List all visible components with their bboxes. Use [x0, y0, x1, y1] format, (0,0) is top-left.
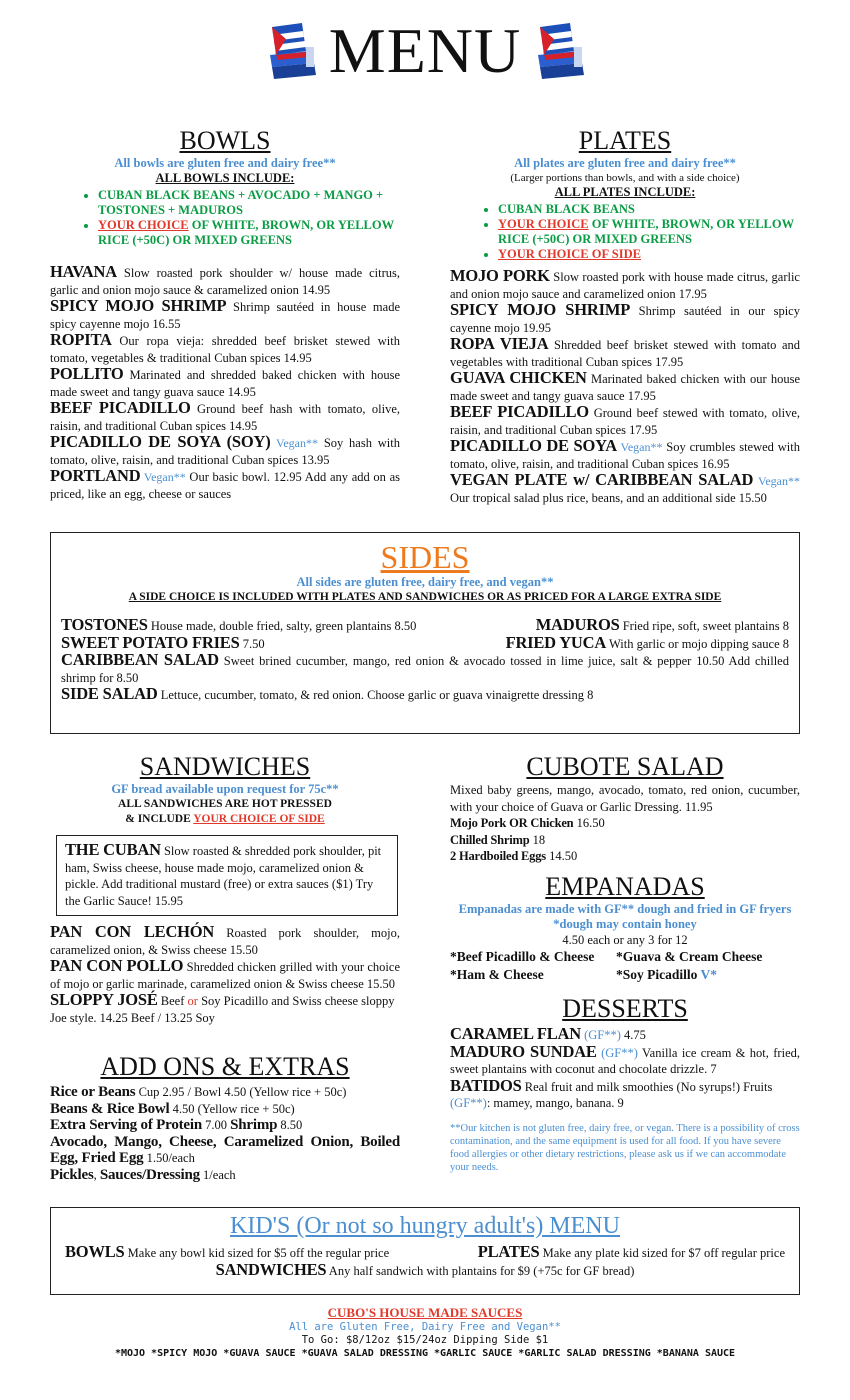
- desserts-section: [450, 994, 800, 1174]
- cubote-section: [450, 752, 800, 865]
- addon-pickles: Pickles, Sauces/Dressing 1/each: [50, 1166, 236, 1183]
- empanada-flavor: *Beef Picadillo & Cheese: [450, 949, 595, 964]
- list-item: • CUBAN BLACK BEANS: [498, 202, 800, 217]
- menu-item: PICADILLO DE SOYA Vegan** Soy crumbles stewed with tomato, olive, raisin, and traditional Cuban spices 16.95: [450, 436, 800, 471]
- menu-title: MENU: [328, 15, 522, 86]
- plates-include-list: [450, 202, 800, 262]
- empanada-flavor: *Ham & Cheese: [450, 967, 544, 982]
- menu-item: PORTLAND Vegan** Our basic bowl. 12.95 Add any add on as priced, like an egg, cheese or sauces: [50, 466, 400, 501]
- sauces-heading: CUBO'S HOUSE MADE SAUCES: [327, 1305, 523, 1320]
- dessert-sundae: MADURO SUNDAE (GF**) Vanilla ice cream & hot, fried, sweet plantains with coconut and chocolate drizzle. 7: [450, 1041, 800, 1076]
- sandwich-pollo: PAN CON POLLO Shredded chicken grilled with your choice of mojo or garlic marinade, caramelized onion & Swiss cheese 15.50: [50, 956, 400, 991]
- empanadas-heading: EMPANADAS: [545, 872, 705, 901]
- kids-sandwiches: SANDWICHES Any half sandwich with plantains for $9 (+75c for GF bread): [215, 1259, 635, 1279]
- menu-item: HAVANA Slow roasted pork shoulder w/ house made citrus, garlic and onion mojo sauce & caramelized onion 14.95: [50, 262, 400, 297]
- sandwiches-sub1: ALL SANDWICHES ARE HOT PRESSED: [118, 798, 332, 810]
- cubote-opt-2: Chilled Shrimp 18: [450, 832, 546, 847]
- plates-note: All plates are gluten free and dairy free**: [514, 156, 736, 170]
- kids-row-1: [51, 1240, 799, 1262]
- sauces-list: *MOJO *SPICY MOJO *GUAVA SAUCE *GUAVA SALAD DRESSING *GARLIC SAUCE *GARLIC SALAD DRESSING *BANANA SAUCE: [114, 1348, 736, 1359]
- addon-rice-beans: Rice or Beans Cup 2.95 / Bowl 4.50 (Yellow rice + 50c): [50, 1084, 347, 1100]
- sandwiches-sub2: & INCLUDE YOUR CHOICE OF SIDE: [125, 813, 325, 825]
- side-maduros: MADUROS Fried ripe, soft, sweet plantains 8: [535, 615, 789, 634]
- kids-box: [50, 1207, 800, 1295]
- menu-item: ROPITA Our ropa vieja: shredded beef brisket stewed with tomato, vegetables & traditional Cuban spices 14.95: [50, 330, 400, 365]
- menu-item: SPICY MOJO SHRIMP Shrimp sautéed in house made spicy cayenne mojo 16.55: [50, 296, 400, 331]
- list-item: • YOUR CHOICE OF SIDE: [498, 247, 800, 262]
- menu-item: GUAVA CHICKEN Marinated baked chicken with our house made sweet and tangy guava sauce 17.95: [450, 368, 800, 403]
- allergy-disclaimer: **Our kitchen is not gluten free, dairy free, or vegan. There is a possibility of cross contamination, and the same equipment is used for all food. If you have severe food allergies or other dietary restrictions, please ask us if we can accommodate your needs.: [450, 1122, 800, 1173]
- kids-bowls: BOWLS Make any bowl kid sized for $5 off the regular price: [65, 1242, 390, 1261]
- sides-heading: SIDES: [380, 539, 470, 575]
- list-item: • YOUR CHOICE OF WHITE, BROWN, OR YELLOW RICE (+50C) OR MIXED GREENS: [498, 217, 800, 247]
- addons-heading: ADD ONS & EXTRAS: [100, 1052, 350, 1081]
- bowls-note: All bowls are gluten free and dairy free**: [114, 156, 336, 170]
- side-tostones: TOSTONES House made, double fried, salty, green plantains 8.50: [61, 615, 417, 634]
- plates-include-heading: ALL PLATES INCLUDE:: [554, 185, 696, 199]
- cubote-desc: Mixed baby greens, mango, avocado, tomato, red onion, cucumber, with your choice of Guava or Garlic Dressing. 11.95: [450, 783, 800, 814]
- cuban-flag-chair-icon: [530, 21, 588, 81]
- side-sweet-potato: SWEET POTATO FRIES 7.50: [61, 632, 265, 652]
- kids-plates: PLATES Make any plate kid sized for $7 off regular price: [477, 1242, 785, 1261]
- sandwiches-section: [50, 752, 400, 1026]
- list-item: • YOUR CHOICE OF WHITE, BROWN, OR YELLOW RICE (+50C) OR MIXED GREENS: [98, 218, 400, 248]
- sauces-footer: [0, 1305, 850, 1361]
- addon-bowl: Beans & Rice Bowl 4.50 (Yellow rice + 50c): [50, 1100, 295, 1117]
- plates-section: [450, 126, 800, 506]
- menu-item: PICADILLO DE SOYA (SOY) Vegan** Soy hash with tomato, olive, raisin, and traditional Cuban spices 13.95: [50, 432, 400, 467]
- menu-title-bar: [0, 14, 850, 88]
- plates-heading: PLATES: [578, 126, 672, 155]
- sandwich-lechon: PAN CON LECHÓN Roasted pork shoulder, mojo, caramelized onion, & Swiss cheese 15.50: [50, 922, 400, 957]
- side-fried-yuca: FRIED YUCA With garlic or mojo dipping sauce 8: [505, 632, 789, 652]
- bowls-heading: BOWLS: [179, 126, 271, 155]
- addon-protein: Extra Serving of Protein 7.00 Shrimp 8.50: [50, 1117, 303, 1133]
- cubote-opt-1: Mojo Pork OR Chicken 16.50: [450, 816, 605, 830]
- empanada-flavor: *Guava & Cream Cheese: [616, 949, 763, 964]
- dessert-flan: CARAMEL FLAN (GF**) 4.75: [450, 1024, 646, 1043]
- sandwich-sloppy-jose: SLOPPY JOSÉ Beef or Soy Picadillo and Swiss cheese sloppy Joe style. 14.25 Beef / 13.25 Soy: [50, 990, 395, 1025]
- menu-item: BEEF PICADILLO Ground beef hash with tomato, olive, raisin, and traditional Cuban spices 14.95: [50, 398, 400, 433]
- plates-subnote: (Larger portions than bowls, and with a side choice): [510, 172, 740, 184]
- menu-item: POLLITO Marinated and shredded baked chicken with house made sweet and tangy guava sauce 14.95: [50, 364, 400, 399]
- empanadas-section: [450, 872, 800, 984]
- sauces-note: All are Gluten Free, Dairy Free and Vegan**: [289, 1321, 561, 1333]
- desserts-heading: DESSERTS: [562, 994, 688, 1023]
- addons-section: [50, 1052, 400, 1183]
- side-caribbean-salad: CARIBBEAN SALAD Sweet brined cucumber, mango, red onion & avocado tossed in lime juice, salt & pepper 10.50 Add chilled shrimp for 8.50: [61, 650, 789, 685]
- cuban-flag-chair-icon: [262, 21, 320, 81]
- bowls-include-heading: ALL BOWLS INCLUDE:: [155, 171, 295, 185]
- menu-item: VEGAN PLATE w/ CARIBBEAN SALAD Vegan** Our tropical salad plus rice, beans, and an additional side 15.50: [450, 470, 800, 505]
- bowls-section: [50, 126, 400, 502]
- menu-item: MOJO PORK Slow roasted pork with house made citrus, garlic and onion mojo sauce and caramelized onion 17.95: [450, 266, 800, 301]
- sandwiches-note: GF bread available upon request for 75c**: [111, 782, 339, 796]
- list-item: • CUBAN BLACK BEANS + AVOCADO + MANGO + TOSTONES + MADUROS: [98, 188, 400, 218]
- cubote-opt-3: 2 Hardboiled Eggs 14.50: [450, 849, 578, 863]
- sandwiches-heading: SANDWICHES: [139, 752, 311, 781]
- sauces-togo: To Go: $8/12oz $15/24oz Dipping Side $1: [301, 1334, 549, 1346]
- empanadas-flavors: [450, 948, 800, 984]
- sides-note: All sides are gluten free, dairy free, and vegan**: [296, 575, 554, 589]
- menu-item: SPICY MOJO SHRIMP Shrimp sautéed in our spicy cayenne mojo 19.95: [450, 300, 800, 335]
- sides-box: [50, 532, 800, 734]
- dessert-batidos: BATIDOS Real fruit and milk smoothies (No syrups!) Fruits (GF**): mamey, mango, banana. 9: [450, 1075, 773, 1110]
- empanada-flavor: *Soy Picadillo V*: [616, 967, 718, 982]
- bowls-include-list: [50, 188, 400, 248]
- empanadas-note: Empanadas are made with GF** dough and fried in GF fryers: [458, 902, 792, 916]
- cubote-heading: CUBOTE SALAD: [526, 752, 724, 781]
- empanadas-price: 4.50 each or any 3 for 12: [562, 933, 688, 947]
- addon-toppings: Avocado, Mango, Cheese, Caramelized Onion, Boiled Egg, Fried Egg 1.50/each: [50, 1133, 400, 1166]
- sides-subnote: A SIDE CHOICE IS INCLUDED WITH PLATES AND SANDWICHES OR AS PRICED FOR A LARGE EXTRA SIDE: [128, 591, 722, 603]
- empanadas-note-2: *dough may contain honey: [553, 917, 697, 931]
- the-cuban-box: THE CUBAN Slow roasted & shredded pork shoulder, pit ham, Swiss cheese, house made mojo, caramelized onion & pickle. Add traditional mustard (free) or extra sauces ($1) Try the Garlic Sauce! 15.95: [56, 835, 398, 916]
- menu-item: BEEF PICADILLO Ground beef stewed with tomato, olive, raisin, and traditional Cuban spices 17.95: [450, 402, 801, 437]
- menu-item: ROPA VIEJA Shredded beef brisket stewed with tomato and vegetables with traditional Cuban spices 17.95: [450, 334, 800, 369]
- side-side-salad: SIDE SALAD Lettuce, cucumber, tomato, & red onion. Choose garlic or guava vinaigrette dressing 8: [61, 684, 594, 703]
- kids-heading: KID'S (Or not so hungry adult's) MENU: [230, 1213, 620, 1239]
